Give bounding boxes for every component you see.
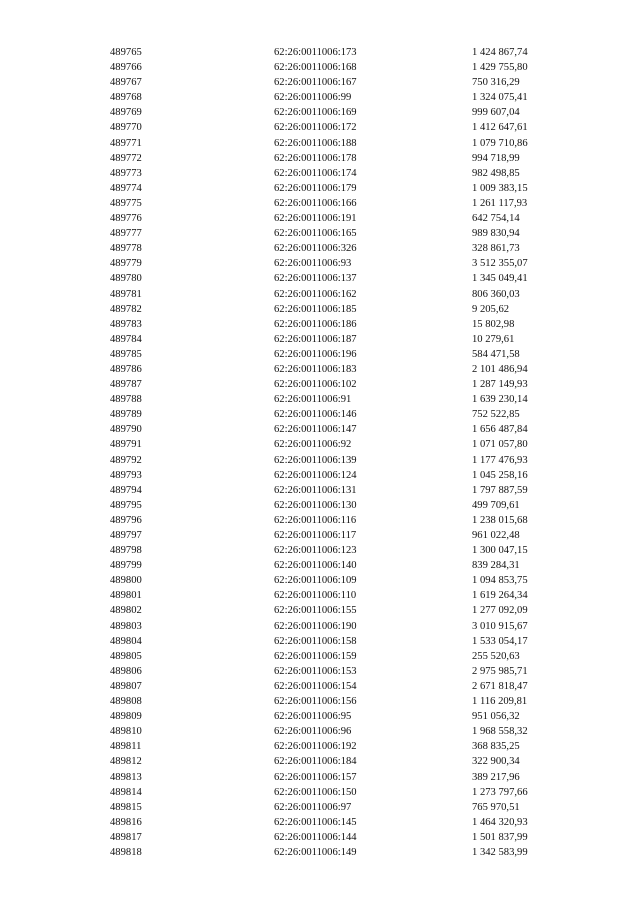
cadastral-number: 62:26:0011006:131 xyxy=(274,484,357,496)
row-number: 489776 xyxy=(110,213,142,225)
cadastral-number: 62:26:0011006:139 xyxy=(274,454,357,466)
row-number: 489813 xyxy=(110,771,142,783)
table-row xyxy=(0,437,640,452)
cadastral-value: 1 656 487,84 xyxy=(472,424,528,436)
cadastral-value: 1 079 710,86 xyxy=(472,137,528,149)
cadastral-value: 1 009 383,15 xyxy=(472,182,528,194)
cadastral-number: 62:26:0011006:158 xyxy=(274,635,357,647)
row-number: 489799 xyxy=(110,560,142,572)
cadastral-number: 62:26:0011006:167 xyxy=(274,77,357,89)
table-row xyxy=(0,241,640,256)
cadastral-value: 1 273 797,66 xyxy=(472,786,528,798)
table-row xyxy=(0,347,640,362)
table-row xyxy=(0,256,640,271)
cadastral-value: 752 522,85 xyxy=(472,409,520,421)
table-row xyxy=(0,588,640,603)
cadastral-value: 15 802,98 xyxy=(472,318,515,330)
table-row xyxy=(0,453,640,468)
cadastral-value: 982 498,85 xyxy=(472,167,520,179)
table-row xyxy=(0,528,640,543)
row-number: 489781 xyxy=(110,288,142,300)
row-number: 489778 xyxy=(110,243,142,255)
row-number: 489775 xyxy=(110,197,142,209)
table-row xyxy=(0,151,640,166)
cadastral-value: 642 754,14 xyxy=(472,213,520,225)
cadastral-value: 961 022,48 xyxy=(472,530,520,541)
cadastral-number: 62:26:0011006:174 xyxy=(274,167,357,179)
cadastral-value: 1 324 075,41 xyxy=(472,92,528,104)
cadastral-number: 62:26:0011006:149 xyxy=(274,846,357,858)
table-row xyxy=(0,845,640,860)
table-row xyxy=(0,694,640,709)
table-row xyxy=(0,211,640,226)
table-row xyxy=(0,302,640,317)
cadastral-value: 839 284,31 xyxy=(472,560,520,572)
cadastral-value: 584 471,58 xyxy=(472,348,520,360)
row-number: 489805 xyxy=(110,650,142,662)
table-row xyxy=(0,362,640,377)
cadastral-value: 750 316,29 xyxy=(472,77,520,89)
cadastral-value: 10 279,61 xyxy=(472,333,515,345)
cadastral-number: 62:26:0011006:117 xyxy=(274,530,357,541)
cadastral-number: 62:26:0011006:102 xyxy=(274,379,357,391)
cadastral-number: 62:26:0011006:179 xyxy=(274,182,357,194)
cadastral-value: 1 639 230,14 xyxy=(472,394,528,406)
cadastral-value: 1 345 049,41 xyxy=(472,273,528,285)
cadastral-value: 1 238 015,68 xyxy=(472,514,528,526)
row-number: 489782 xyxy=(110,303,142,315)
cadastral-value: 1 501 837,99 xyxy=(472,831,528,843)
cadastral-value: 1 177 476,93 xyxy=(472,454,528,466)
row-number: 489765 xyxy=(110,47,142,58)
cadastral-number: 62:26:0011006:165 xyxy=(274,228,357,240)
cadastral-number: 62:26:0011006:140 xyxy=(274,560,357,572)
cadastral-number: 62:26:0011006:153 xyxy=(274,665,357,677)
table-row xyxy=(0,664,640,679)
row-number: 489787 xyxy=(110,379,142,391)
table-row xyxy=(0,634,640,649)
table-row xyxy=(0,603,640,618)
cadastral-value: 3 512 355,07 xyxy=(472,258,528,270)
row-number: 489772 xyxy=(110,152,142,164)
row-number: 489788 xyxy=(110,394,142,406)
row-number: 489770 xyxy=(110,122,142,134)
cadastral-number: 62:26:0011006:146 xyxy=(274,409,357,421)
cadastral-number: 62:26:0011006:137 xyxy=(274,273,357,285)
cadastral-value: 1 094 853,75 xyxy=(472,575,528,587)
cadastral-number: 62:26:0011006:159 xyxy=(274,650,357,662)
cadastral-value: 1 287 149,93 xyxy=(472,379,528,391)
cadastral-number: 62:26:0011006:190 xyxy=(274,620,357,632)
table-row xyxy=(0,815,640,830)
row-number: 489800 xyxy=(110,575,142,587)
cadastral-number: 62:26:0011006:145 xyxy=(274,816,357,828)
cadastral-number: 62:26:0011006:156 xyxy=(274,696,357,708)
row-number: 489792 xyxy=(110,454,142,466)
row-number: 489768 xyxy=(110,92,142,104)
row-number: 489793 xyxy=(110,469,142,481)
cadastral-value: 9 205,62 xyxy=(472,303,510,315)
cadastral-value: 2 975 985,71 xyxy=(472,665,528,677)
cadastral-number: 62:26:0011006:116 xyxy=(274,514,357,526)
table-row xyxy=(0,332,640,347)
cadastral-number: 62:26:0011006:97 xyxy=(274,801,352,813)
cadastral-number: 62:26:0011006:166 xyxy=(274,197,357,209)
row-number: 489808 xyxy=(110,696,142,708)
row-number: 489795 xyxy=(110,499,142,511)
table-row xyxy=(0,45,640,60)
cadastral-value: 1 261 117,93 xyxy=(472,197,528,209)
row-number: 489780 xyxy=(110,273,142,285)
row-number: 489817 xyxy=(110,831,142,843)
cadastral-number: 62:26:0011006:188 xyxy=(274,137,357,149)
cadastral-value: 1 464 320,93 xyxy=(472,816,528,828)
table-row xyxy=(0,196,640,211)
table-row xyxy=(0,800,640,815)
cadastral-number: 62:26:0011006:172 xyxy=(274,122,357,134)
cadastral-value: 1 797 887,59 xyxy=(472,484,528,496)
cadastral-number: 62:26:0011006:144 xyxy=(274,831,357,843)
cadastral-number: 62:26:0011006:187 xyxy=(274,333,357,345)
table-row xyxy=(0,407,640,422)
cadastral-value: 389 217,96 xyxy=(472,771,520,783)
row-number: 489806 xyxy=(110,665,142,677)
row-number: 489767 xyxy=(110,77,142,89)
cadastral-number: 62:26:0011006:147 xyxy=(274,424,357,436)
cadastral-value: 1 045 258,16 xyxy=(472,469,528,481)
cadastral-value: 1 619 264,34 xyxy=(472,590,528,602)
table-row xyxy=(0,724,640,739)
row-number: 489790 xyxy=(110,424,142,436)
table-row xyxy=(0,377,640,392)
cadastral-value: 499 709,61 xyxy=(472,499,520,511)
table-row xyxy=(0,619,640,634)
row-number: 489797 xyxy=(110,530,142,541)
table-row xyxy=(0,649,640,664)
table-row xyxy=(0,573,640,588)
cadastral-number: 62:26:0011006:92 xyxy=(274,439,352,451)
cadastral-number: 62:26:0011006:183 xyxy=(274,363,357,375)
row-number: 489777 xyxy=(110,228,142,240)
table-row xyxy=(0,785,640,800)
row-number: 489812 xyxy=(110,756,142,768)
cadastral-number: 62:26:0011006:169 xyxy=(274,107,357,119)
cadastral-number: 62:26:0011006:93 xyxy=(274,258,352,270)
cadastral-number: 62:26:0011006:162 xyxy=(274,288,357,300)
cadastral-value: 1 300 047,15 xyxy=(472,545,528,557)
row-number: 489783 xyxy=(110,318,142,330)
cadastral-value: 1 412 647,61 xyxy=(472,122,528,134)
table-row xyxy=(0,679,640,694)
cadastral-value: 1 277 092,09 xyxy=(472,605,528,617)
table-row xyxy=(0,422,640,437)
cadastral-number: 62:26:0011006:185 xyxy=(274,303,357,315)
cadastral-value: 3 010 915,67 xyxy=(472,620,528,632)
row-number: 489798 xyxy=(110,545,142,557)
cadastral-number: 62:26:0011006:326 xyxy=(274,243,357,255)
cadastral-number: 62:26:0011006:123 xyxy=(274,545,357,557)
row-number: 489784 xyxy=(110,333,142,345)
cadastral-number: 62:26:0011006:192 xyxy=(274,741,357,753)
cadastral-number: 62:26:0011006:155 xyxy=(274,605,357,617)
row-number: 489815 xyxy=(110,801,142,813)
cadastral-number: 62:26:0011006:154 xyxy=(274,680,357,692)
table-row xyxy=(0,120,640,135)
table-row xyxy=(0,770,640,785)
row-number: 489789 xyxy=(110,409,142,421)
table-row xyxy=(0,287,640,302)
cadastral-number: 62:26:0011006:196 xyxy=(274,348,357,360)
table-row xyxy=(0,468,640,483)
table-row xyxy=(0,105,640,120)
cadastral-value: 2 101 486,94 xyxy=(472,363,528,375)
row-number: 489791 xyxy=(110,439,142,451)
cadastral-value: 1 533 054,17 xyxy=(472,635,528,647)
cadastral-number: 62:26:0011006:178 xyxy=(274,152,357,164)
row-number: 489773 xyxy=(110,167,142,179)
cadastral-number: 62:26:0011006:186 xyxy=(274,318,357,330)
cadastral-value: 1 342 583,99 xyxy=(472,846,528,858)
row-number: 489779 xyxy=(110,258,142,270)
cadastral-value: 806 360,03 xyxy=(472,288,520,300)
cadastral-value-list xyxy=(0,45,640,860)
cadastral-number: 62:26:0011006:95 xyxy=(274,711,352,723)
cadastral-value: 1 116 209,81 xyxy=(472,696,528,708)
row-number: 489801 xyxy=(110,590,142,602)
table-row xyxy=(0,181,640,196)
row-number: 489785 xyxy=(110,348,142,360)
table-row xyxy=(0,90,640,105)
cadastral-number: 62:26:0011006:191 xyxy=(274,213,357,225)
row-number: 489807 xyxy=(110,680,142,692)
row-number: 489802 xyxy=(110,605,142,617)
row-number: 489774 xyxy=(110,182,142,194)
table-row xyxy=(0,317,640,332)
cadastral-value: 765 970,51 xyxy=(472,801,520,813)
table-row xyxy=(0,498,640,513)
table-row xyxy=(0,513,640,528)
table-row xyxy=(0,271,640,286)
cadastral-number: 62:26:0011006:91 xyxy=(274,394,352,406)
cadastral-value: 999 607,04 xyxy=(472,107,520,119)
table-row xyxy=(0,558,640,573)
cadastral-value: 994 718,99 xyxy=(472,152,520,164)
row-number: 489766 xyxy=(110,62,142,74)
cadastral-value: 322 900,34 xyxy=(472,756,520,768)
row-number: 489796 xyxy=(110,514,142,526)
row-number: 489769 xyxy=(110,107,142,119)
row-number: 489814 xyxy=(110,786,142,798)
cadastral-value: 1 968 558,32 xyxy=(472,726,528,738)
cadastral-number: 62:26:0011006:168 xyxy=(274,62,357,74)
row-number: 489771 xyxy=(110,137,142,149)
table-row xyxy=(0,543,640,558)
cadastral-number: 62:26:0011006:157 xyxy=(274,771,357,783)
cadastral-value: 368 835,25 xyxy=(472,741,520,753)
cadastral-number: 62:26:0011006:130 xyxy=(274,499,357,511)
table-row xyxy=(0,136,640,151)
cadastral-number: 62:26:0011006:109 xyxy=(274,575,357,587)
table-row xyxy=(0,739,640,754)
row-number: 489794 xyxy=(110,484,142,496)
cadastral-number: 62:26:0011006:99 xyxy=(274,92,352,104)
row-number: 489804 xyxy=(110,635,142,647)
cadastral-number: 62:26:0011006:96 xyxy=(274,726,352,738)
cadastral-number: 62:26:0011006:184 xyxy=(274,756,357,768)
row-number: 489809 xyxy=(110,711,142,723)
table-row xyxy=(0,75,640,90)
table-row xyxy=(0,392,640,407)
table-row xyxy=(0,754,640,769)
row-number: 489818 xyxy=(110,846,142,858)
table-row xyxy=(0,226,640,241)
cadastral-number: 62:26:0011006:173 xyxy=(274,47,357,58)
cadastral-number: 62:26:0011006:150 xyxy=(274,786,357,798)
cadastral-number: 62:26:0011006:110 xyxy=(274,590,357,602)
table-row xyxy=(0,709,640,724)
table-row xyxy=(0,60,640,75)
cadastral-value: 255 520,63 xyxy=(472,650,520,662)
row-number: 489816 xyxy=(110,816,142,828)
table-row xyxy=(0,483,640,498)
cadastral-value: 1 429 755,80 xyxy=(472,62,528,74)
cadastral-value: 328 861,73 xyxy=(472,243,520,255)
cadastral-value: 1 071 057,80 xyxy=(472,439,528,451)
cadastral-value: 989 830,94 xyxy=(472,228,520,240)
row-number: 489786 xyxy=(110,363,142,375)
table-row xyxy=(0,830,640,845)
cadastral-number: 62:26:0011006:124 xyxy=(274,469,357,481)
cadastral-value: 1 424 867,74 xyxy=(472,47,528,58)
table-row xyxy=(0,166,640,181)
cadastral-value: 2 671 818,47 xyxy=(472,680,528,692)
row-number: 489803 xyxy=(110,620,142,632)
row-number: 489811 xyxy=(110,741,142,753)
cadastral-value: 951 056,32 xyxy=(472,711,520,723)
row-number: 489810 xyxy=(110,726,142,738)
